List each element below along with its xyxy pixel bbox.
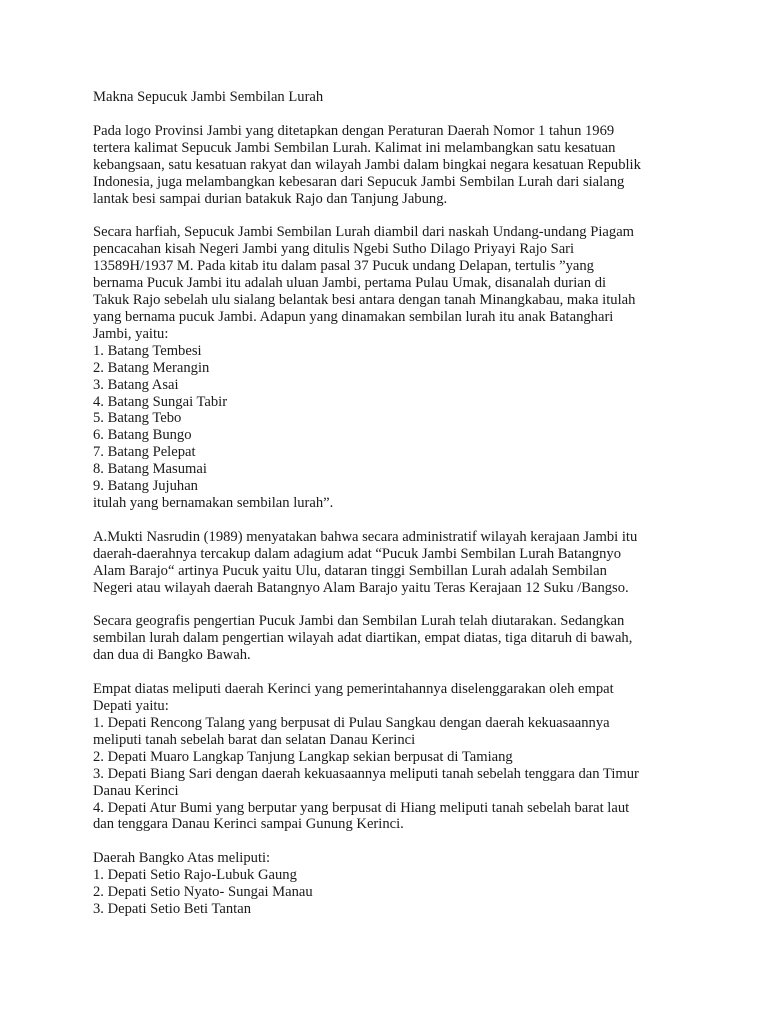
list-item: 3. Depati Setio Beti Tantan xyxy=(93,901,251,918)
text-line: Pada logo Provinsi Jambi yang ditetapkan dengan Peraturan Daerah Nomor 1 tahun 1969 xyxy=(93,122,615,139)
text-line: lantak besi sampai durian batakuk Rajo dan Tanjung Jabung. xyxy=(93,190,448,207)
list-item: 5. Batang Tebo xyxy=(93,410,182,427)
list-item: 3. Depati Biang Sari dengan daerah kekuasaannya meliputi tanah sebelah tenggara dan Timur xyxy=(93,765,639,782)
text-line: 13589H/1937 M. Pada kitab itu dalam pasal 37 Pucuk undang Delapan, tertulis ”yang xyxy=(93,258,594,275)
paragraph-logo xyxy=(93,123,713,208)
text-line: Takuk Rajo sebelah ulu sialang belantak besi antara dengan tanah Minangkabau, maka itulah xyxy=(93,292,636,309)
list-item: 1. Depati Rencong Talang yang berpusat di Pulau Sangkau dengan daerah kekuasaannya xyxy=(93,715,610,731)
list-item: 2. Depati Setio Nyato- Sungai Manau xyxy=(93,884,313,901)
document-title: Makna Sepucuk Jambi Sembilan Lurah xyxy=(93,89,324,105)
list-item: 3. Batang Asai xyxy=(93,376,179,393)
list-item: 7. Batang Pelepat xyxy=(93,444,196,461)
text-line: Negeri atau wilayah daerah Batangnyo Alam Barajo yaitu Teras Kerajaan 12 Suku /Bangso. xyxy=(93,579,629,596)
text-line: daerah-daerahnya tercakup dalam adagium adat “Pucuk Jambi Sembilan Lurah Batangnyo xyxy=(93,545,622,562)
paragraph-geografis xyxy=(93,613,713,664)
text-line: Secara geografis pengertian Pucuk Jambi dan Sembilan Lurah telah diutarakan. Sedangkan xyxy=(93,613,625,630)
text-line: A.Mukti Nasrudin (1989) menyatakan bahwa secara administratif wilayah kerajaan Jambi itu xyxy=(93,528,638,545)
list-item: 4. Batang Sungai Tabir xyxy=(93,393,228,410)
list-item: 4. Depati Atur Bumi yang berputar yang berpusat di Hiang meliputi tanah sebelah barat laut xyxy=(93,799,630,816)
text-line: dan dua di Bangko Bawah. xyxy=(93,647,251,664)
paragraph-empat-diatas xyxy=(93,681,713,833)
text-line: itulah yang bernamakan sembilan lurah”. xyxy=(93,494,334,511)
list-item: 2. Depati Muaro Langkap Tanjung Langkap sekian berpusat di Tamiang xyxy=(93,748,513,765)
paragraph-harfiah xyxy=(93,224,713,511)
text-line: Empat diatas meliputi daerah Kerinci yang pemerintahannya diselenggarakan oleh empat xyxy=(93,681,614,698)
list-item: 1. Batang Tembesi xyxy=(93,342,202,359)
text-line: Jambi, yaitu: xyxy=(93,325,169,342)
text-line: Depati yaitu: xyxy=(93,698,169,715)
text-line: Indonesia, juga melambangkan kebesaran dari Sepucuk Jambi Sembilan Lurah dari sialang xyxy=(93,173,625,190)
text-line: pencacahan kisah Negeri Jambi yang ditulis Ngebi Sutho Dilago Priyayi Rajo Sari xyxy=(93,241,575,258)
list-item: 6. Batang Bungo xyxy=(93,427,192,444)
text-line: meliputi tanah sebelah barat dan selatan Danau Kerinci xyxy=(93,731,416,748)
list-item: 8. Batang Masumai xyxy=(93,461,207,478)
document-page xyxy=(93,89,713,935)
list-item: 9. Batang Jujuhan xyxy=(93,478,198,495)
paragraph-bangko-atas xyxy=(93,850,713,918)
list-item: 1. Depati Setio Rajo-Lubuk Gaung xyxy=(93,867,297,884)
text-line: kebangsaan, satu kesatuan rakyat dan wilayah Jambi dalam bingkai negara kesatuan Republik xyxy=(93,156,641,173)
text-line: tertera kalimat Sepucuk Jambi Sembilan Lurah. Kalimat ini melambangkan satu kesatuan xyxy=(93,139,616,156)
text-line: sembilan lurah dalam pengertian wilayah adat diartikan, empat diatas, tiga ditaruh di bawah, xyxy=(93,630,633,647)
text-line: yang bernama pucuk Jambi. Adapun yang dinamakan sembilan lurah itu anak Batanghari xyxy=(93,308,614,325)
text-line: Alam Barajo“ artinya Pucuk yaitu Ulu, dataran tinggi Sembillan Lurah adalah Sembilan xyxy=(93,562,607,579)
text-line: Danau Kerinci xyxy=(93,782,179,799)
text-line: dan tenggara Danau Kerinci sampai Gunung Kerinci. xyxy=(93,816,404,833)
text-line: Secara harfiah, Sepucuk Jambi Sembilan Lurah diambil dari naskah Undang-undang Piagam xyxy=(93,224,635,241)
text-line: bernama Pucuk Jambi itu adalah uluan Jambi, pertama Pulau Umak, disanalah durian di xyxy=(93,275,607,292)
text-line: Daerah Bangko Atas meliputi: xyxy=(93,850,271,867)
paragraph-nasrudin xyxy=(93,529,713,597)
list-item: 2. Batang Merangin xyxy=(93,359,210,376)
